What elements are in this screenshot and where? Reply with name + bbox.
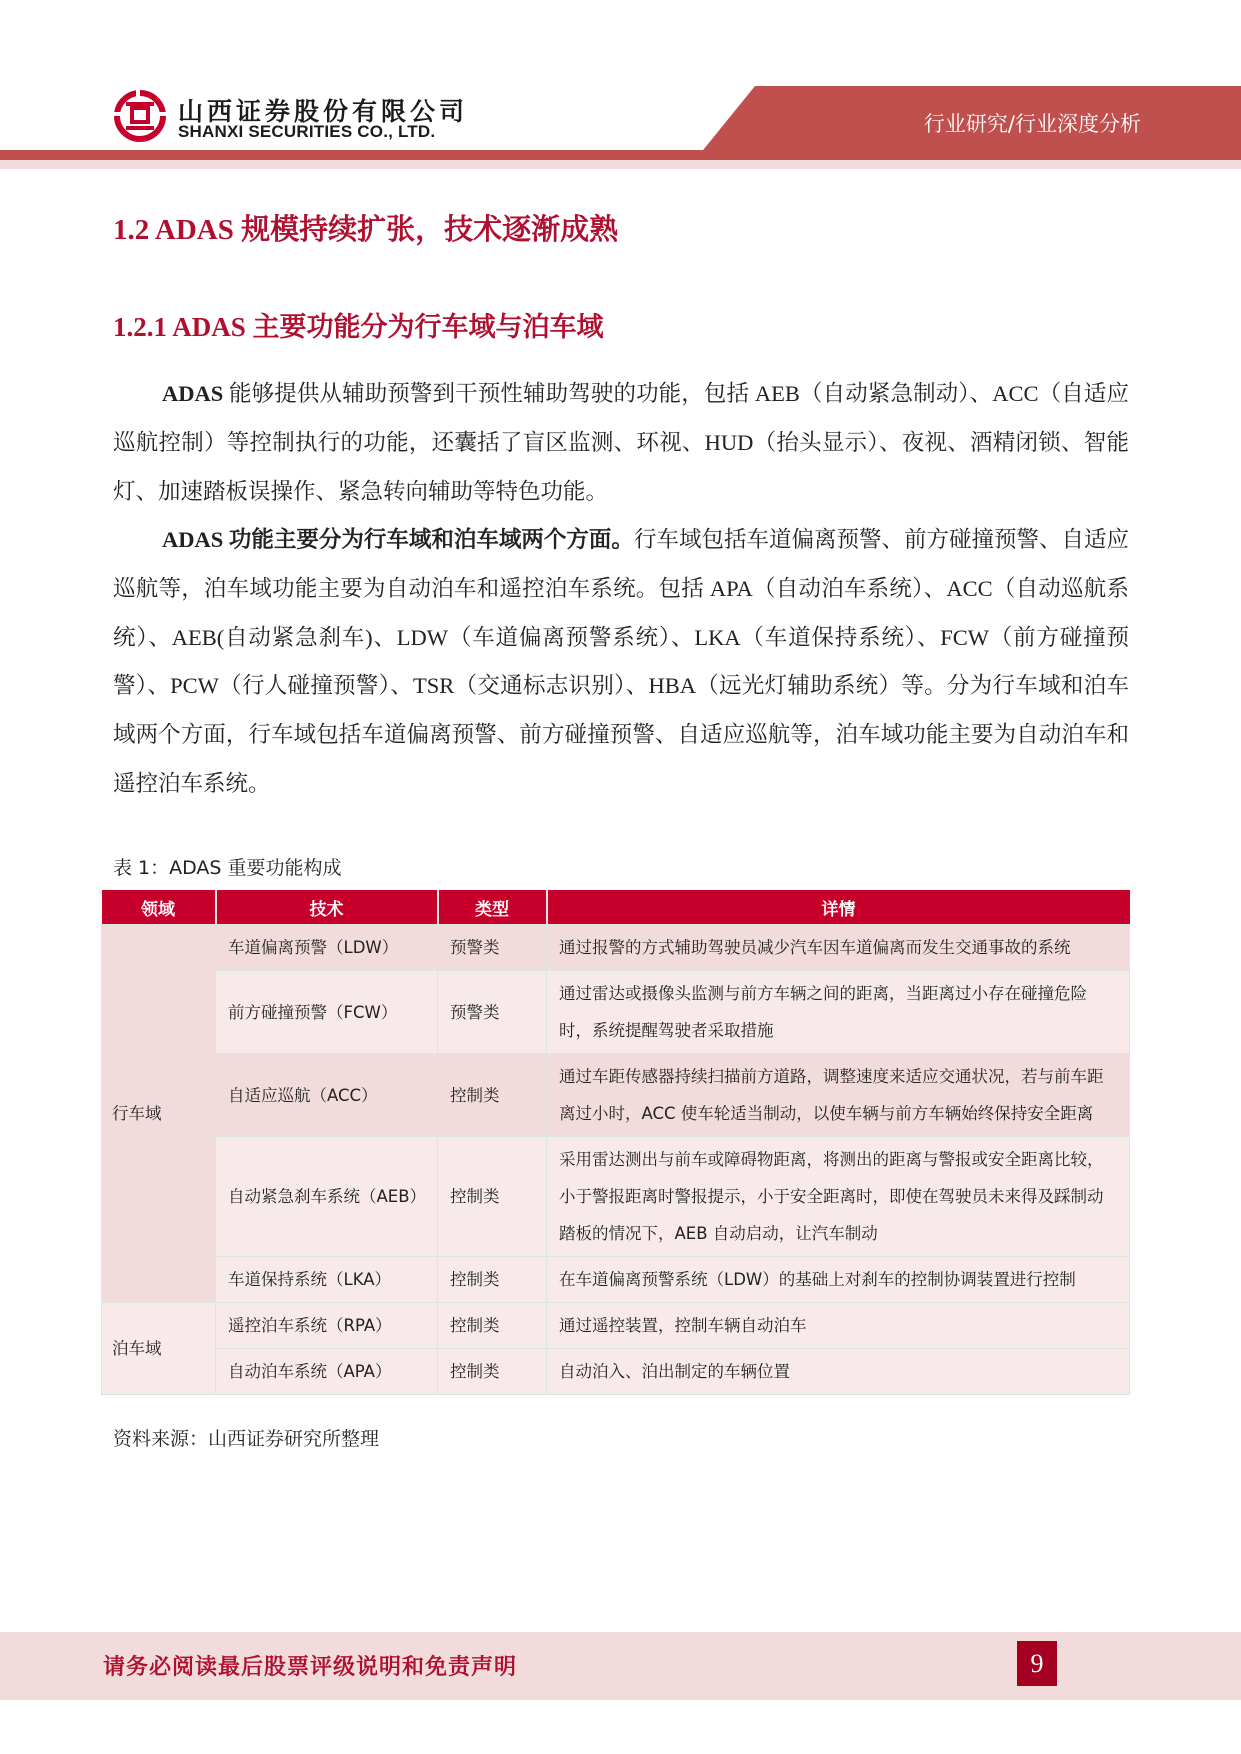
table-source: 资料来源：山西证券研究所整理 [113, 1428, 380, 1450]
tech-cell: 自动紧急刹车系统（AEB） [216, 1137, 438, 1257]
paragraph-lead: ADAS 功能主要分为行车域和泊车域两个方面。 [162, 527, 634, 552]
disclaimer-link[interactable]: 请务必阅读最后股票评级说明和免责声明 [103, 1654, 518, 1680]
column-header-type: 类型 [438, 890, 547, 925]
shanxi-securities-logo-icon [114, 90, 166, 142]
domain-cell-parking: 泊车域 [102, 1303, 216, 1395]
column-header-tech: 技术 [216, 890, 438, 925]
adas-function-table [101, 890, 1130, 1395]
domain-cell-driving: 行车域 [102, 925, 216, 1303]
detail-cell: 自动泊入、泊出制定的车辆位置 [547, 1349, 1130, 1395]
column-header-detail: 详情 [547, 890, 1130, 925]
table-row [102, 1137, 1130, 1257]
table-row [102, 971, 1130, 1054]
table-header-row [102, 890, 1130, 925]
detail-cell: 在车道偏离预警系统（LDW）的基础上对刹车的控制协调装置进行控制 [547, 1257, 1130, 1303]
type-cell: 控制类 [438, 1137, 547, 1257]
table-row [102, 925, 1130, 971]
detail-cell: 通过车距传感器持续扫描前方道路，调整速度来适应交通状况，若与前车距离过小时，ACC 使车轮适当制动，以使车辆与前方车辆始终保持安全距离 [547, 1054, 1130, 1137]
tech-cell: 自适应巡航（ACC） [216, 1054, 438, 1137]
type-cell: 控制类 [438, 1349, 547, 1395]
type-cell: 控制类 [438, 1303, 547, 1349]
table-caption: 表 1：ADAS 重要功能构成 [113, 857, 342, 879]
subsection-heading: 1.2.1 ADAS 主要功能分为行车域与泊车域 [113, 312, 604, 342]
report-category: 行业研究/行业深度分析 [923, 112, 1141, 136]
detail-cell: 通过报警的方式辅助驾驶员减少汽车因车道偏离而发生交通事故的系统 [547, 925, 1130, 971]
paragraph-adas-functions [113, 370, 1129, 516]
table-row [102, 1257, 1130, 1303]
company-name-cn: 山西证券股份有限公司 [178, 97, 469, 126]
table-row [102, 1054, 1130, 1137]
paragraph-text: 能够提供从辅助预警到干预性辅助驾驶的功能，包括 AEB（自动紧急制动）、ACC（自适应巡航控制）等控制执行的功能，还囊括了盲区监测、环视、HUD（抬头显示）、夜视、酒精闭锁、智能灯、加速踏板误操作、紧急转向辅助等特色功能。 [113, 381, 1129, 504]
tech-cell: 前方碰撞预警（FCW） [216, 971, 438, 1054]
type-cell: 预警类 [438, 925, 547, 971]
detail-cell: 采用雷达测出与前车或障碍物距离，将测出的距离与警报或安全距离比较，小于警报距离时警报提示，小于安全距离时，即使在驾驶员未来得及踩制动踏板的情况下，AEB 自动启动，让汽车制动 [547, 1137, 1130, 1257]
page-number: 9 [1017, 1641, 1057, 1686]
type-cell: 控制类 [438, 1257, 547, 1303]
paragraph-adas-domains [113, 516, 1129, 809]
company-name-en: SHANXI SECURITIES CO., LTD. [178, 122, 436, 141]
tech-cell: 遥控泊车系统（RPA） [216, 1303, 438, 1349]
tech-cell: 车道偏离预警（LDW） [216, 925, 438, 971]
type-cell: 控制类 [438, 1054, 547, 1137]
paragraph-text: 行车域包括车道偏离预警、前方碰撞预警、自适应巡航等，泊车域功能主要为自动泊车和遥控泊车系统。包括 APA（自动泊车系统）、ACC（自动巡航系统）、AEB(自动紧急刹车)、LDW（车道偏离预警系统）、LKA（车道保持系统）、FCW（前方碰撞预警）、PCW（行人碰撞预警）、TSR（交通标志识别）、HBA（远光灯辅助系统）等。分为行车域和泊车域两个方面，行车域包括车道偏离预警、前方碰撞预警、自适应巡航等，泊车域功能主要为自动泊车和遥控泊车系统。 [113, 527, 1129, 796]
table-row [102, 1303, 1130, 1349]
type-cell: 预警类 [438, 971, 547, 1054]
page-header [0, 0, 1241, 175]
table-row [102, 1349, 1130, 1395]
column-header-domain: 领域 [102, 890, 216, 925]
header-accent-strip [0, 160, 1241, 169]
detail-cell: 通过遥控装置，控制车辆自动泊车 [547, 1303, 1130, 1349]
tech-cell: 车道保持系统（LKA） [216, 1257, 438, 1303]
tech-cell: 自动泊车系统（APA） [216, 1349, 438, 1395]
detail-cell: 通过雷达或摄像头监测与前方车辆之间的距离，当距离过小存在碰撞危险时，系统提醒驾驶者采取措施 [547, 971, 1130, 1054]
section-heading: 1.2 ADAS 规模持续扩张，技术逐渐成熟 [113, 214, 619, 246]
paragraph-lead: ADAS [162, 381, 224, 406]
